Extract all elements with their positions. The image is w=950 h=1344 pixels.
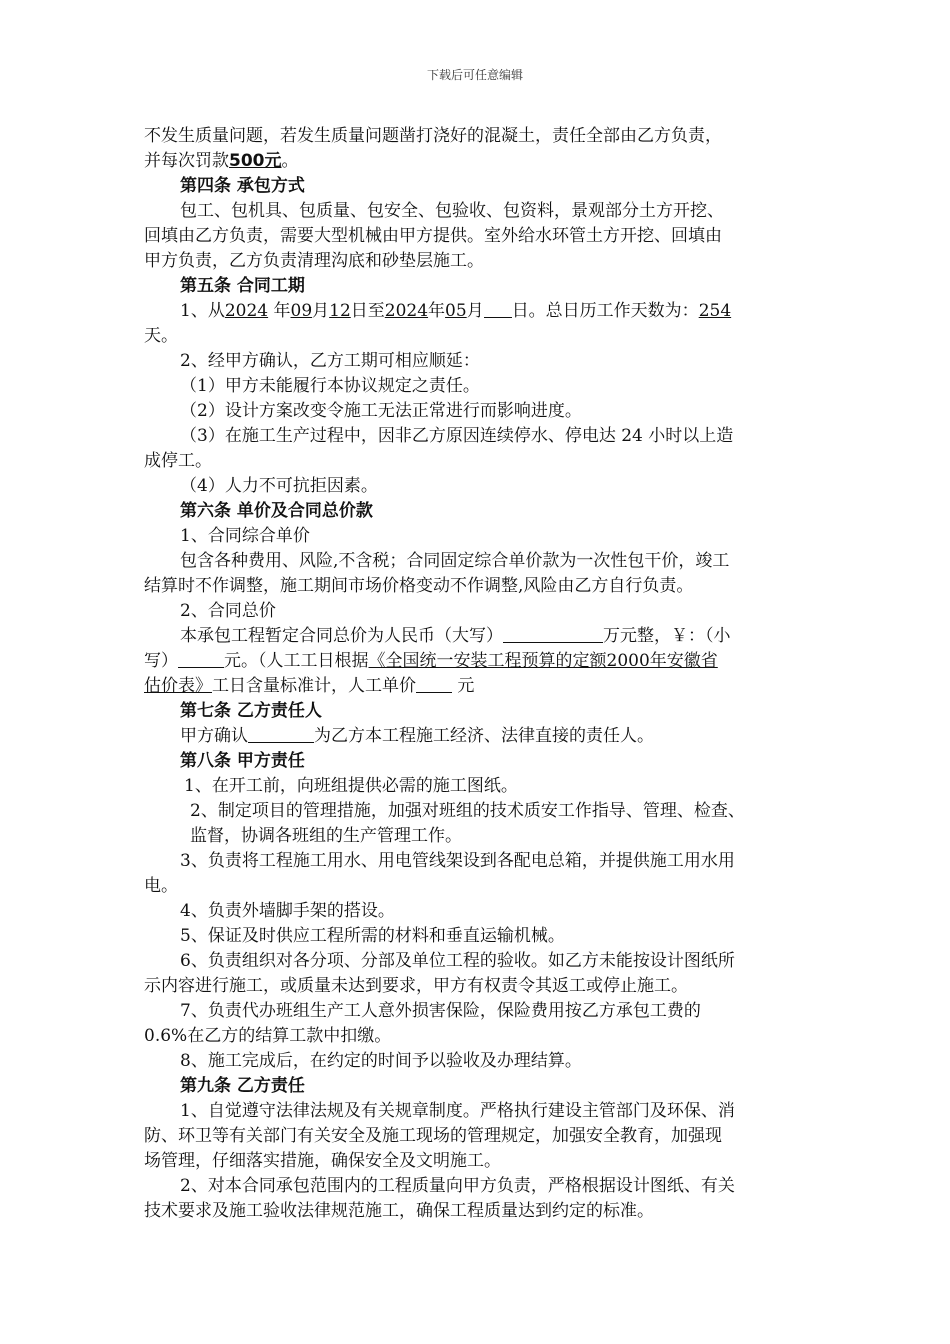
list-item-continuation: 防、环卫等有关部门有关安全及施工现场的管理规定，加强安全教育，加强现 [144, 1126, 722, 1146]
list-item-continuation: 成停工。 [144, 451, 212, 471]
list-item-continuation: 0.6%在乙方的结算工款中扣缴。 [144, 1026, 392, 1046]
paragraph: 包工、包机具、包质量、包安全、包验收、包资料，景观部分土方开挖、 [180, 201, 724, 221]
amount-lowercase-blank [178, 650, 224, 668]
list-item: （2）设计方案改变令施工无法正常进行而影响进度。 [180, 401, 582, 421]
list-item-continuation: 技术要求及施工验收法律规范施工，确保工程质量达到约定的标准。 [144, 1201, 654, 1221]
article-7-title: 第七条 乙方责任人 [180, 701, 322, 721]
article-8-title: 第八条 甲方责任 [180, 751, 305, 771]
paragraph: 结算时不作调整，施工期间市场价格变动不作调整,风险由乙方自行负责。 [144, 576, 694, 596]
list-item: （3）在施工生产过程中，因非乙方原因连续停水、停电达 24 小时以上造 [180, 426, 734, 446]
article-5-title: 第五条 合同工期 [180, 276, 305, 296]
labor-price-blank [416, 675, 452, 693]
page-header: 下载后可任意编辑 [426, 68, 523, 82]
article-6-title: 第六条 单价及合同总价款 [180, 501, 373, 521]
paragraph: 1、合同综合单价 [180, 526, 310, 546]
list-item: 1、自觉遵守法律法规及有关规章制度。严格执行建设主管部门及环保、消 [180, 1101, 735, 1121]
list-item-continuation: 电。 [144, 876, 178, 896]
contract-period-line: 1、从2024 年09月12日至2024年05月 日。总日历工作天数为：254 [180, 301, 732, 321]
paragraph: 并每次罚款500元。 [144, 151, 299, 171]
end-month: 05 [445, 301, 467, 321]
list-item: 2、对本合同承包范围内的工程质量向甲方负责，严格根据设计图纸、有关 [180, 1176, 735, 1196]
penalty-amount: 500元 [229, 151, 282, 171]
paragraph: 回填由乙方负责，需要大型机械由甲方提供。室外给水环管土方开挖、回填由 [144, 226, 722, 246]
paragraph: 甲方确认 为乙方本工程施工经济、法律直接的责任人。 [180, 726, 654, 746]
list-item-continuation: 场管理，仔细落实措施，确保安全及文明施工。 [144, 1151, 501, 1171]
paragraph: 包含各种费用、风险,不含税；合同固定综合单价款为一次性包干价，竣工 [180, 551, 730, 571]
total-days: 254 [698, 301, 732, 321]
paragraph: 天。 [144, 326, 178, 346]
reference-document: 《全国统一安装工程预算的定额2000年安徽省 [368, 651, 718, 671]
paragraph: 2、经甲方确认，乙方工期可相应顺延： [180, 351, 480, 371]
list-item: 2、制定项目的管理措施，加强对班组的技术质安工作指导、管理、检查、 [190, 801, 745, 821]
end-day-blank [484, 300, 512, 318]
document-body [144, 124, 824, 1224]
article-4-title: 第四条 承包方式 [180, 176, 305, 196]
paragraph: 2、合同总价 [180, 601, 276, 621]
list-item: 7、负责代办班组生产工人意外损害保险，保险费用按乙方承包工费的 [180, 1001, 701, 1021]
list-item-continuation: 监督，协调各班组的生产管理工作。 [190, 826, 462, 846]
paragraph: 甲方负责，乙方负责清理沟底和砂垫层施工。 [144, 251, 484, 271]
article-9-title: 第九条 乙方责任 [180, 1076, 305, 1096]
paragraph: 写） 元。（人工工日根据《全国统一安装工程预算的定额2000年安徽省 [144, 651, 718, 671]
list-item: 5、保证及时供应工程所需的材料和垂直运输机械。 [180, 926, 565, 946]
paragraph: 不发生质量问题，若发生质量问题凿打浇好的混凝土，责任全部由乙方负责， [144, 126, 722, 146]
start-day: 12 [329, 301, 351, 321]
end-year: 2024 [384, 301, 429, 321]
list-item: 8、施工完成后，在约定的时间予以验收及办理结算。 [180, 1051, 582, 1071]
paragraph: 估价表》工日含量标准计，人工单价 元 [144, 676, 475, 696]
list-item: （4）人力不可抗拒因素。 [180, 476, 378, 496]
list-item: 1、在开工前，向班组提供必需的施工图纸。 [184, 776, 518, 796]
reference-document: 估价表》 [144, 676, 212, 696]
paragraph: 本承包工程暂定合同总价为人民币（大写） 万元整，￥：（小 [180, 626, 731, 646]
start-year: 2024 [224, 301, 269, 321]
amount-uppercase-blank [503, 625, 603, 643]
responsible-person-blank [248, 725, 314, 743]
list-item: （1）甲方未能履行本协议规定之责任。 [180, 376, 480, 396]
list-item-continuation: 示内容进行施工，或质量未达到要求，甲方有权责令其返工或停止施工。 [144, 976, 688, 996]
list-item: 4、负责外墙脚手架的搭设。 [180, 901, 395, 921]
list-item: 6、负责组织对各分项、分部及单位工程的验收。如乙方未能按设计图纸所 [180, 951, 735, 971]
list-item: 3、负责将工程施工用水、用电管线架设到各配电总箱，并提供施工用水用 [180, 851, 735, 871]
start-month: 09 [290, 301, 313, 321]
